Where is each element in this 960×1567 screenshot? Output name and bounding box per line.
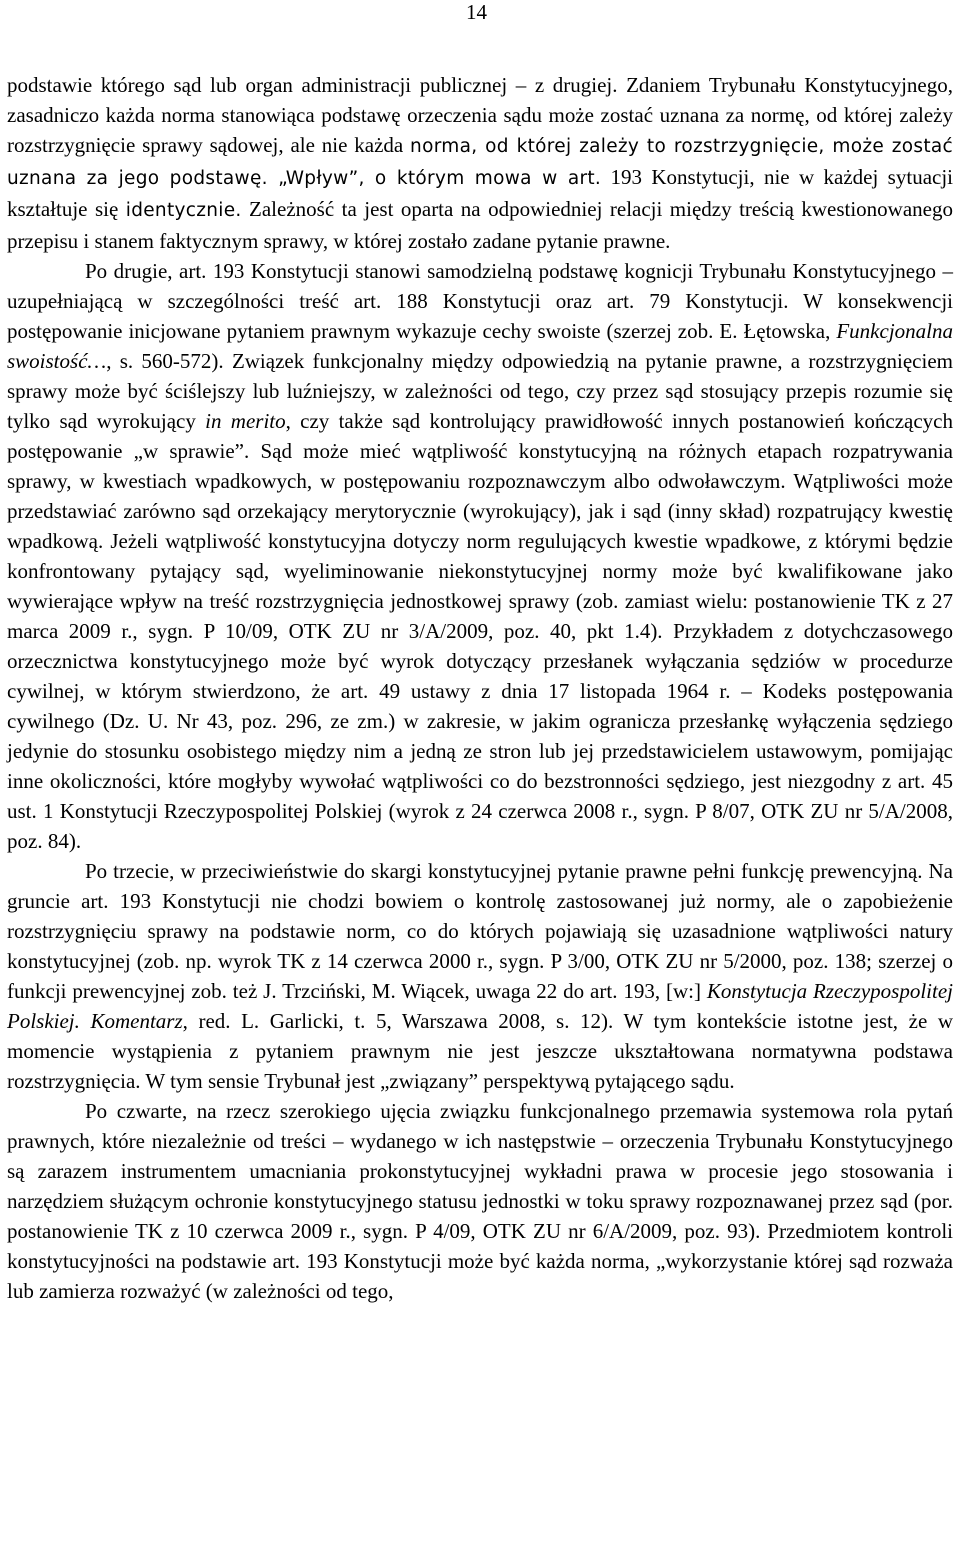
paragraph-text: Po czwarte, na rzecz szerokiego ujęcia związku funkcjonalnego przemawia systemowa rola pytań prawnych, które niezależnie od treści – wydanego w ich następstwie – orzeczenia Trybunału Konstytucyjnego są zarazem instrumentem umacniania prokonstytucyjnej wykładni prawa w procesie jego stosowania i narzędziem służącym ochronie konstytucyjnego statusu jednostki w toku sprawy rozpoznawanej przez sąd (por. postanowienie TK z 10 czerwca 2009 r., sygn. P 4/09, OTK ZU nr 6/A/2009, poz. 93). Przedmiotem kontroli konstytucyjności na podstawie art. 193 Konstytucji może być każda norma, „wykorzystanie której sąd rozważa lub zamierza rozważyć (w zależności od tego, bbox=[7, 1099, 953, 1303]
paragraph-text: , s. 560-572). Związek funkcjonalny między odpowiedzią na pytanie prawne, a rozstrzygnięciem sprawy może być ściślejszy lub luźniejszy, w zależności od tego, czy przez sąd stosujący przepis rozumie się tylko sąd wyrokujący bbox=[7, 349, 953, 433]
page-number: 14 bbox=[466, 0, 487, 24]
paragraph-text: Zależność ta jest oparta na odpowiedniej relacji między treścią kwestionowanego przepisu i stanem faktycznym sprawy, w której zostało zadane pytanie prawne. bbox=[7, 197, 953, 253]
paragraph-text: , red. L. Garlicki, t. 5, Warszawa 2008, s. 12). W tym kontekście istotne jest, że w momencie wystąpienia z pytaniem prawnym nie jest jeszcze ukształtowana normatywna podstawa rozstrzygnięcia. W tym sensie Trybunał jest „związany” perspektywą pytającego sądu. bbox=[7, 1009, 953, 1093]
citation-title: Konstytucja Rzeczypospolitej Polskiej. Komentarz bbox=[7, 979, 953, 1033]
paragraph-continuation bbox=[7, 70, 953, 256]
document-body bbox=[7, 70, 953, 1306]
paragraph-text: 193 Konstytucji, nie w każdej sytuacji kształtuje się bbox=[7, 165, 954, 221]
paragraph-text: , czy także sąd kontrolujący prawidłowość innych postanowień kończących postępowanie „w sprawie”. Sąd może mieć wątpliwość konstytucyjną na różnych etapach rozpatrywania sprawy, w kwestiach wpadkowych, w postępowaniu rozpoznawczym albo odwoławczym. Wątpliwości może przedstawiać zarówno sąd orzekający merytorycznie (wyrokujący), jak i sąd (inny skład) rozpatrujący kwestię wpadkową. Jeżeli wątpliwość konstytucyjna dotyczy norm regulujących kwestie wpadkowe, z którymi będzie konfrontowany pytający sąd, wyeliminowanie niekonstytucyjnej normy może być kwalifikowane jako wywierające wpływ na treść rozstrzygnięcia jednostkowej sprawy (zob. zamiast wielu: postanowienie TK z 27 marca 2009 r., sygn. P 10/09, OTK ZU nr 3/A/2009, poz. 40, pkt 1.4). Przykładem z dotychczasowego orzecznictwa konstytucyjnego może być wyrok dotyczący przesłanek wyłączania sędziów w procedurze cywilnej, w którym stwierdzono, że art. 49 ustawy z dnia 17 listopada 1964 r. – Kodeks postępowania cywilnego (Dz. U. Nr 43, poz. 296, ze zm.) w zakresie, w jakim ogranicza przesłankę wyłączenia sędziego jedynie do stosunku osobistego między nim a jedną ze stron lub jej przedstawicielem ustawowym, pomijając inne okoliczności, które mogłyby wywołać wątpliwości co do bezstronności sędziego, jest niezgodny z art. 45 ust. 1 Konstytucji Rzeczypospolitej Polskiej (wyrok z 24 czerwca 2008 r., sygn. P 8/07, OTK ZU nr 5/A/2008, poz. 84). bbox=[7, 409, 953, 853]
citation-title: Funkcjonalna swoistość… bbox=[7, 319, 953, 373]
paragraph-text: podstawie którego sąd lub organ administracji publicznej – z drugiej. Zdaniem Trybunału Konstytucyjnego, zasadniczo każda norma stanowiąca podstawę orzeczenia sądu może zostać uznana za normę, od której zależy rozstrzygnięcie sprawy sądowej, ale nie każda bbox=[7, 73, 953, 157]
latin-phrase: in merito bbox=[205, 409, 286, 433]
paragraph-text: Po drugie, art. 193 Konstytucji stanowi samodzielną podstawę kognicji Trybunału Konstytucyjnego – uzupełniającą w szczególności treść art. 188 Konstytucji oraz art. 79 Konstytucji. W konsekwencji postępowanie inicjowane pytaniem prawnym wykazuje cechy swoiste (szerzej zob. E. Łętowska, bbox=[7, 259, 953, 343]
paragraph-third bbox=[7, 856, 953, 1096]
paragraph-text-sans: norma, od której zależy to rozstrzygnięcie, może zostać uznana za jego podstawę. „Wpływ”, o którym mowa w art. bbox=[7, 136, 953, 189]
paragraph-second bbox=[7, 256, 953, 856]
paragraph-text: Po trzecie, w przeciwieństwie do skargi konstytucyjnej pytanie prawne pełni funkcję prewencyjną. Na gruncie art. 193 Konstytucji nie chodzi bowiem o kontrolę zastosowanej już normy, ale o zapobieżenie rozstrzygnięciu sprawy na podstawie norm, co do których pojawiają się uzasadnione wątpliwości natury konstytucyjnej (zob. np. wyrok TK z 14 czerwca 2000 r., sygn. P 3/00, OTK ZU nr 5/2000, poz. 138; szerzej o funkcji prewencyjnej zob. też J. Trzciński, M. Wiącek, uwaga 22 do art. 193, [w:] bbox=[7, 859, 953, 1003]
paragraph-text-sans: identycznie. bbox=[125, 200, 242, 221]
paragraph-fourth bbox=[7, 1096, 953, 1306]
